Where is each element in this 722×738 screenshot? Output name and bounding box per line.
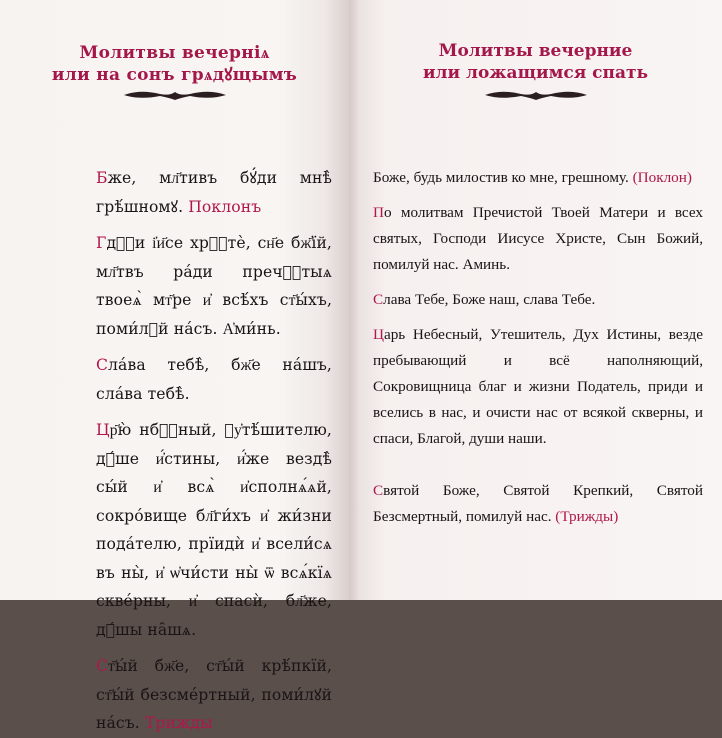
- left-prayer-text: [96, 164, 332, 738]
- drop-initial: С: [373, 291, 384, 308]
- paragraph-body: лава Тебе, Боже наш, слава Тебе.: [383, 291, 596, 308]
- right-paragraph: [373, 165, 703, 191]
- right-title-line1: Молитвы вечерние: [438, 41, 633, 61]
- paragraph-body: т҃ы́й бж҃е, ст҃ы́й крѣ́пкїй, ст҃ы́й безсме́ртный, поми́лꙋй на́съ.: [96, 657, 332, 732]
- paragraph-body: о молитвам Пречистой Твоей Матери и всех святых, Господи Иисусе Христе, Сын Божий, помилуй нас. Аминь.: [373, 204, 703, 273]
- left-paragraph: [96, 164, 332, 221]
- left-title-line1: Молитвы вечерніѧ: [79, 43, 270, 63]
- left-paragraph: [96, 229, 332, 343]
- right-paragraph: [373, 200, 703, 278]
- paragraph-body: арь Небесный, Утешитель, Дух Истины, везде пребывающий и всё наполняющий, Сокровищница благ и жизни Податель, приди и вселись в нас, и очисти нас от всякой скверны, и спаси, Благой, души наши.: [373, 326, 703, 447]
- left-page: [0, 0, 349, 732]
- paragraph-body: р҃ю̀ нбⷭ҇ный, ᲂу҆тѣ́шителю, дꙋ́ше и҆́стины, и҆́же вездѣ̀ сы́й и҆ всѧ̀ и҆сполнѧ́ѧй, сокро́вище бл҃ги́хъ и҆ жи́зни пода́телю, прїидѝ и҆ всели́сѧ въ ны̀, и҆ ѡ҆чи́сти ны̀ ѿ всѧ́кїѧ скве́рны, и҆ спасѝ, бл҃же, дꙋ́шы на̑шѧ.: [96, 421, 332, 639]
- paragraph-body: же, мл҃тивъ бꙋ́ди мнѣ̀ грѣ́шномꙋ.: [96, 169, 332, 216]
- rubric-note: (Поклон): [632, 169, 692, 186]
- right-page-title: [349, 40, 722, 84]
- drop-initial: Б: [96, 169, 108, 187]
- right-prayer-text: [373, 165, 703, 530]
- left-page-title: [0, 42, 349, 86]
- right-title-line2: или ложащимся спать: [422, 63, 649, 83]
- paragraph-body: дⷭ҇и і҆и҃се хрⷭ҇тѐ, сн҃е бж҃їй, мл҃твъ ра́ди пречⷭ҇тыѧ твоеѧ̀ мт҃ре и҆ всѣ́хъ ст҃ы́хъ, поми́лꙋй на́съ. А҆ми́нь.: [96, 234, 332, 338]
- left-paragraph: [96, 416, 332, 644]
- right-ornament-icon: [481, 88, 591, 102]
- drop-initial: С: [96, 657, 109, 675]
- paragraph-body: вятой Боже, Святой Крепкий, Святой Безсмертный, помилуй нас.: [373, 482, 703, 525]
- drop-initial: С: [373, 482, 384, 499]
- drop-initial: Ц: [96, 421, 110, 439]
- left-title-line2: или на сонъ грѧдꙋщымъ: [51, 65, 298, 85]
- right-page: [349, 0, 722, 600]
- paragraph-body: Боже, будь милостив ко мне, грешному.: [373, 169, 629, 186]
- right-paragraph: [373, 287, 703, 313]
- rubric-note: Трижды: [144, 714, 213, 732]
- right-paragraph: [373, 478, 703, 530]
- drop-initial: Ц: [373, 326, 384, 343]
- drop-initial: П: [373, 204, 384, 221]
- rubric-note: Поклонъ: [188, 197, 262, 216]
- drop-initial: С: [96, 356, 109, 374]
- right-paragraph: [373, 322, 703, 452]
- left-paragraph: [96, 351, 332, 408]
- paragraph-body: ла́ва тебѣ̀, бж҃е на́шъ, сла́ва тебѣ̀.: [96, 356, 332, 403]
- left-paragraph: [96, 652, 332, 738]
- rubric-note: (Трижды): [555, 508, 619, 525]
- drop-initial: Г: [96, 234, 107, 252]
- left-ornament-icon: [120, 88, 230, 102]
